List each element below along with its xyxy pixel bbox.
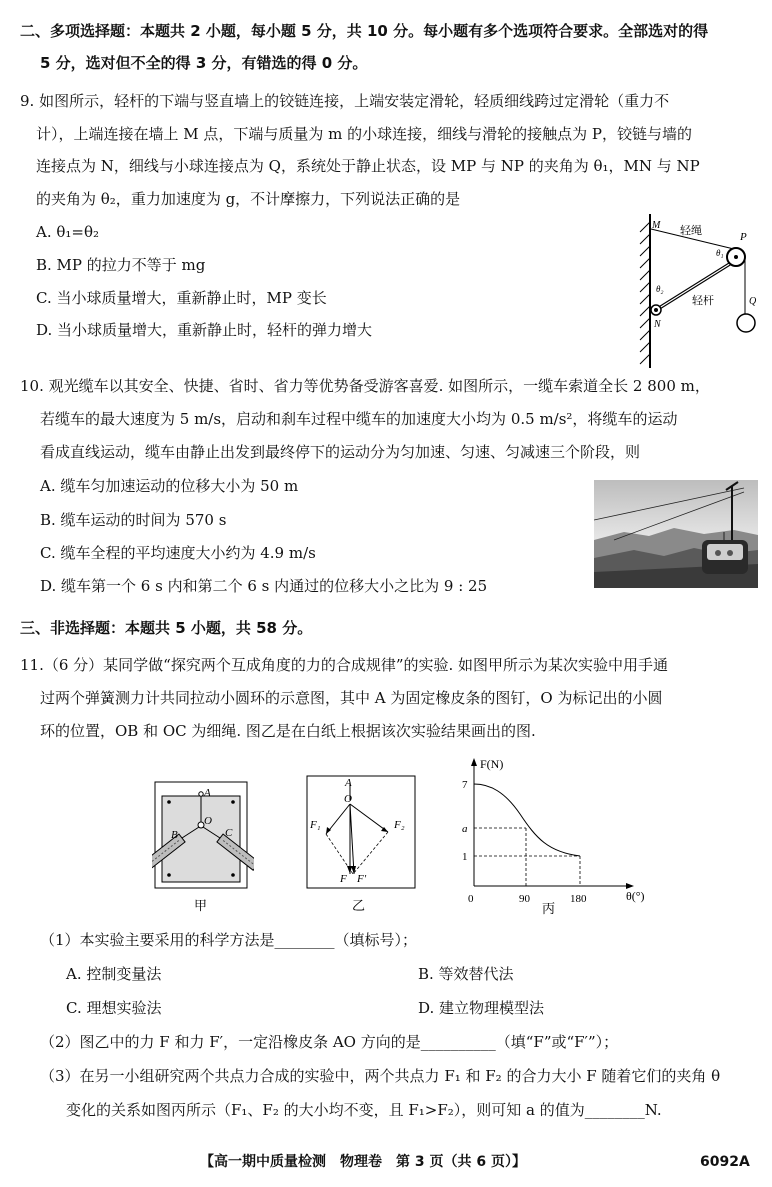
q10-option-c: C. 缆车全程的平均速度大小约为 4.9 m/s [40, 544, 316, 562]
q10-line3: 看成直线运动，缆车由静止出发到最终停下的运动分为匀加速、匀速、匀减速三个阶段，则 [40, 443, 641, 461]
figure-bing [450, 754, 660, 916]
bing-xlabel: θ(°) [626, 889, 645, 903]
q9-label-n: N [654, 319, 661, 330]
figure-yi [304, 770, 416, 914]
jia-label-a: A [204, 787, 211, 799]
q9-line1: 9. 如图所示，轻杆的下端与竖直墙上的铰链连接，上端安装定滑轮，轻质细线跨过定滑轮（重力不 [20, 92, 670, 110]
q9-line3: 连接点为 N，细线与小球连接点为 Q，系统处于静止状态，设 MP 与 NP 的夹角为 θ₁，MN 与 NP [36, 157, 700, 175]
q11-sub3-line1: （3）在另一小组研究两个共点力合成的实验中，两个共点力 F₁ 和 F₂ 的合力大小 F 随着它们的夹角 θ [40, 1067, 721, 1085]
bing-tick-180: 180 [570, 893, 587, 905]
q11-sub1-option-d: D. 建立物理模型法 [418, 999, 545, 1017]
q9-pulley-figure [618, 212, 768, 370]
q11-sub3-line2: 变化的关系如图丙所示（F₁、F₂ 的大小均不变，且 F₁>F₂），则可知 a 的值为________N. [66, 1101, 662, 1119]
jia-label-c: C [225, 827, 233, 839]
yi-label-f1: F₁ [310, 819, 321, 831]
bing-tick-a: a [462, 823, 468, 835]
q9-label-rod: 轻杆 [692, 295, 714, 307]
bing-caption: 丙 [542, 901, 556, 916]
bing-ylabel: F(N) [480, 757, 504, 771]
yi-label-o: O [344, 793, 352, 805]
bing-tick-1: 1 [462, 851, 468, 863]
q9-line4: 的夹角为 θ₂，重力加速度为 g，不计摩擦力，下列说法正确的是 [36, 190, 461, 208]
yi-caption: 乙 [352, 898, 366, 913]
q11-sub1-option-a: A. 控制变量法 [66, 965, 162, 983]
footer-code: 6092A [700, 1154, 750, 1170]
bing-tick-7: 7 [462, 779, 468, 791]
q9-option-c: C. 当小球质量增大，重新静止时，MP 变长 [36, 289, 327, 307]
section-2-heading-line1: 二、多项选择题：本题共 2 小题，每小题 5 分，共 10 分。每小题有多个选项符合要求。全部选对的得 [20, 22, 709, 40]
yi-label-f: F [340, 873, 347, 885]
q9-label-theta2: θ₂ [656, 284, 664, 294]
q11-sub1-option-b: B. 等效替代法 [418, 965, 514, 983]
bing-tick-0: 0 [468, 893, 474, 905]
q11-line1: 11.（6 分）某同学做“探究两个互成角度的力的合成规律”的实验. 如图甲所示为某次实验中用手通 [20, 656, 669, 674]
section-2-heading-line2: 5 分，选对但不全的得 3 分，有错选的得 0 分。 [40, 54, 368, 72]
q11-sub2: （2）图乙中的力 F 和力 F′，一定沿橡皮条 AO 方向的是__________（填“F”或“F′”）； [40, 1033, 619, 1051]
q10-line2: 若缆车的最大速度为 5 m/s，启动和刹车过程中缆车的加速度大小均为 0.5 m/s²，将缆车的运动 [40, 410, 678, 428]
jia-caption: 甲 [194, 898, 208, 913]
cable-car-photo [594, 480, 758, 588]
q11-sub1: （1）本实验主要采用的科学方法是________（填标号）； [40, 931, 418, 949]
bing-tick-90: 90 [519, 893, 530, 905]
q10-option-b: B. 缆车运动的时间为 570 s [40, 511, 227, 529]
q9-label-q: Q [749, 296, 757, 307]
section-3-heading: 三、非选择题：本题共 5 小题，共 58 分。 [20, 619, 313, 637]
jia-label-o: O [204, 815, 212, 827]
q9-option-b: B. MP 的拉力不等于 mg [36, 256, 206, 274]
q9-label-theta1: θ₁ [716, 248, 724, 258]
yi-label-f2: F₂ [394, 819, 405, 831]
figure-jia [152, 776, 254, 914]
q10-line1: 10. 观光缆车以其安全、快捷、省时、省力等优势备受游客喜爱. 如图所示，一缆车索道全长 2 800 m， [20, 377, 710, 395]
jia-label-b: B [171, 829, 178, 841]
q11-line2: 过两个弹簧测力计共同拉动小圆环的示意图，其中 A 为固定橡皮条的图钉，O 为标记出的小圆 [40, 689, 663, 707]
q9-label-rope: 轻绳 [680, 225, 702, 237]
q9-label-p: P [740, 231, 747, 243]
q10-option-a: A. 缆车匀加速运动的位移大小为 50 m [40, 477, 299, 495]
yi-label-fprime: F′ [357, 873, 367, 885]
yi-label-a: A [345, 777, 352, 789]
q11-line3: 环的位置，OB 和 OC 为细绳. 图乙是在白纸上根据该次实验结果画出的图. [40, 722, 536, 740]
q9-label-m: M [652, 220, 661, 231]
q11-sub1-option-c: C. 理想实验法 [66, 999, 162, 1017]
q9-option-a: A. θ₁=θ₂ [36, 223, 100, 241]
q9-option-d: D. 当小球质量增大，重新静止时，轻杆的弹力增大 [36, 321, 373, 339]
footer-page-info: 【高一期中质量检测 物理卷 第 3 页（共 6 页）】 [200, 1154, 526, 1170]
q10-option-d: D. 缆车第一个 6 s 内和第二个 6 s 内通过的位移大小之比为 9 : 25 [40, 577, 488, 595]
q9-line2: 计），上端连接在墙上 M 点，下端与质量为 m 的小球连接，细线与滑轮的接触点为 P，铰链与墙的 [36, 125, 693, 143]
